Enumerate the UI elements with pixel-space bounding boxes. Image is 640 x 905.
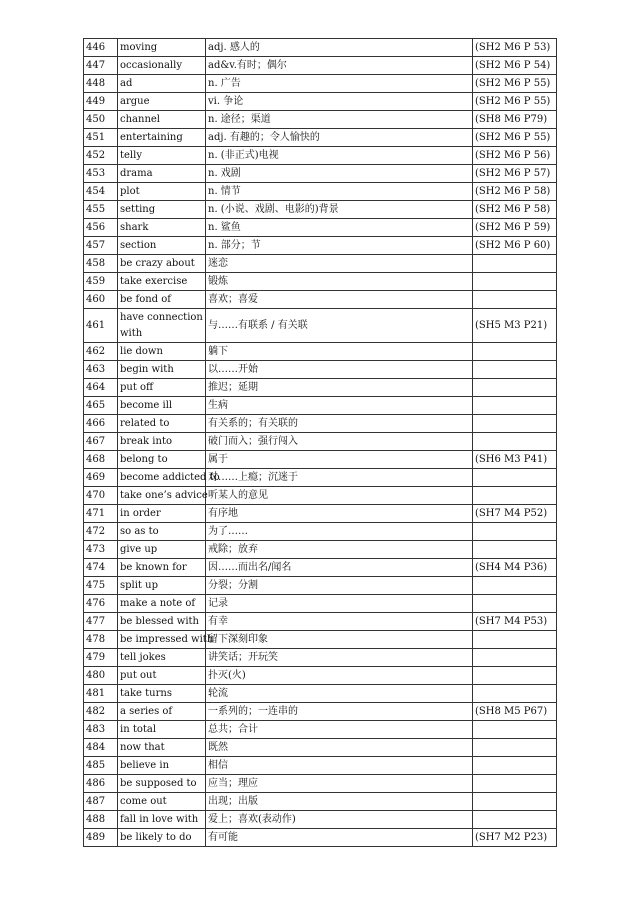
- table-row: [84, 469, 557, 487]
- textbook-reference-cell: (SH7 M4 P53): [473, 613, 557, 631]
- row-number-cell: 486: [84, 775, 118, 793]
- table-row: [84, 649, 557, 667]
- textbook-reference-cell: [473, 595, 557, 613]
- row-number-cell: 488: [84, 811, 118, 829]
- row-number-cell: 463: [84, 361, 118, 379]
- english-term-cell: be crazy about: [118, 255, 206, 273]
- table-row: [84, 57, 557, 75]
- english-term-cell: give up: [118, 541, 206, 559]
- row-number-cell: 451: [84, 129, 118, 147]
- table-row: [84, 255, 557, 273]
- table-row: [84, 165, 557, 183]
- table-row: [84, 703, 557, 721]
- table-row: [84, 739, 557, 757]
- table-row: [84, 433, 557, 451]
- english-term-cell: belong to: [118, 451, 206, 469]
- textbook-reference-cell: (SH2 M6 P 55): [473, 75, 557, 93]
- chinese-meaning-cell: 因……而出名/闻名: [206, 559, 473, 577]
- textbook-reference-cell: (SH2 M6 P 57): [473, 165, 557, 183]
- table-row: [84, 505, 557, 523]
- english-term-cell: be fond of: [118, 291, 206, 309]
- chinese-meaning-cell: n. (小说、戏剧、电影的)背景: [206, 201, 473, 219]
- chinese-meaning-cell: 戒除；放弃: [206, 541, 473, 559]
- textbook-reference-cell: [473, 469, 557, 487]
- table-row: [84, 111, 557, 129]
- chinese-meaning-cell: 迷恋: [206, 255, 473, 273]
- row-number-cell: 450: [84, 111, 118, 129]
- english-term-cell: telly: [118, 147, 206, 165]
- row-number-cell: 448: [84, 75, 118, 93]
- english-term-cell: drama: [118, 165, 206, 183]
- chinese-meaning-cell: adj. 感人的: [206, 39, 473, 57]
- chinese-meaning-cell: n. 鲨鱼: [206, 219, 473, 237]
- row-number-cell: 455: [84, 201, 118, 219]
- table-row: [84, 129, 557, 147]
- english-term-cell: become ill: [118, 397, 206, 415]
- row-number-cell: 457: [84, 237, 118, 255]
- english-term-cell: be likely to do: [118, 829, 206, 847]
- table-row: [84, 811, 557, 829]
- textbook-reference-cell: [473, 793, 557, 811]
- english-term-cell: believe in: [118, 757, 206, 775]
- english-term-cell: put out: [118, 667, 206, 685]
- english-term-cell: now that: [118, 739, 206, 757]
- english-term-cell: moving: [118, 39, 206, 57]
- textbook-reference-cell: (SH4 M4 P36): [473, 559, 557, 577]
- english-term-cell: setting: [118, 201, 206, 219]
- english-term-cell: related to: [118, 415, 206, 433]
- table-row: [84, 451, 557, 469]
- row-number-cell: 475: [84, 577, 118, 595]
- row-number-cell: 485: [84, 757, 118, 775]
- chinese-meaning-cell: 分裂；分割: [206, 577, 473, 595]
- english-term-cell: take one’s advice: [118, 487, 206, 505]
- row-number-cell: 476: [84, 595, 118, 613]
- chinese-meaning-cell: n. 戏剧: [206, 165, 473, 183]
- table-row: [84, 291, 557, 309]
- textbook-reference-cell: [473, 577, 557, 595]
- chinese-meaning-cell: 轮流: [206, 685, 473, 703]
- chinese-meaning-cell: n. 广告: [206, 75, 473, 93]
- textbook-reference-cell: [473, 739, 557, 757]
- table-row: [84, 273, 557, 291]
- textbook-reference-cell: [473, 291, 557, 309]
- chinese-meaning-cell: 应当；理应: [206, 775, 473, 793]
- textbook-reference-cell: [473, 685, 557, 703]
- chinese-meaning-cell: ad&v.有时；偶尔: [206, 57, 473, 75]
- english-term-cell: take turns: [118, 685, 206, 703]
- textbook-reference-cell: [473, 811, 557, 829]
- row-number-cell: 456: [84, 219, 118, 237]
- row-number-cell: 474: [84, 559, 118, 577]
- chinese-meaning-cell: 喜欢；喜爱: [206, 291, 473, 309]
- row-number-cell: 470: [84, 487, 118, 505]
- row-number-cell: 468: [84, 451, 118, 469]
- textbook-reference-cell: [473, 255, 557, 273]
- row-number-cell: 462: [84, 343, 118, 361]
- chinese-meaning-cell: 总共；合计: [206, 721, 473, 739]
- row-number-cell: 467: [84, 433, 118, 451]
- textbook-reference-cell: [473, 775, 557, 793]
- english-term-cell: take exercise: [118, 273, 206, 291]
- chinese-meaning-cell: 有序地: [206, 505, 473, 523]
- table-row: [84, 147, 557, 165]
- table-row: [84, 613, 557, 631]
- english-term-cell: make a note of: [118, 595, 206, 613]
- row-number-cell: 473: [84, 541, 118, 559]
- english-term-cell: split up: [118, 577, 206, 595]
- textbook-reference-cell: (SH7 M2 P23): [473, 829, 557, 847]
- row-number-cell: 447: [84, 57, 118, 75]
- textbook-reference-cell: (SH2 M6 P 60): [473, 237, 557, 255]
- chinese-meaning-cell: n. 情节: [206, 183, 473, 201]
- textbook-reference-cell: [473, 631, 557, 649]
- english-term-cell: be known for: [118, 559, 206, 577]
- english-term-cell: so as to: [118, 523, 206, 541]
- table-row: [84, 685, 557, 703]
- textbook-reference-cell: [473, 757, 557, 775]
- table-row: [84, 361, 557, 379]
- english-term-cell: break into: [118, 433, 206, 451]
- english-term-cell: have connection with: [118, 309, 206, 343]
- row-number-cell: 446: [84, 39, 118, 57]
- english-term-cell: entertaining: [118, 129, 206, 147]
- textbook-reference-cell: [473, 343, 557, 361]
- row-number-cell: 469: [84, 469, 118, 487]
- table-row: [84, 631, 557, 649]
- row-number-cell: 472: [84, 523, 118, 541]
- row-number-cell: 482: [84, 703, 118, 721]
- chinese-meaning-cell: 对……上瘾；沉迷于: [206, 469, 473, 487]
- row-number-cell: 479: [84, 649, 118, 667]
- english-term-cell: be blessed with: [118, 613, 206, 631]
- english-term-cell: begin with: [118, 361, 206, 379]
- chinese-meaning-cell: 留下深刻印象: [206, 631, 473, 649]
- textbook-reference-cell: (SH8 M5 P67): [473, 703, 557, 721]
- row-number-cell: 471: [84, 505, 118, 523]
- english-term-cell: argue: [118, 93, 206, 111]
- english-term-cell: fall in love with: [118, 811, 206, 829]
- english-term-cell: come out: [118, 793, 206, 811]
- textbook-reference-cell: [473, 667, 557, 685]
- chinese-meaning-cell: 出现；出版: [206, 793, 473, 811]
- row-number-cell: 483: [84, 721, 118, 739]
- table-row: [84, 793, 557, 811]
- table-row: [84, 541, 557, 559]
- textbook-reference-cell: (SH2 M6 P 53): [473, 39, 557, 57]
- row-number-cell: 452: [84, 147, 118, 165]
- row-number-cell: 464: [84, 379, 118, 397]
- table-row: [84, 487, 557, 505]
- english-term-cell: put off: [118, 379, 206, 397]
- chinese-meaning-cell: vi. 争论: [206, 93, 473, 111]
- chinese-meaning-cell: 有关系的；有关联的: [206, 415, 473, 433]
- english-term-cell: section: [118, 237, 206, 255]
- table-row: [84, 75, 557, 93]
- textbook-reference-cell: [473, 273, 557, 291]
- textbook-reference-cell: [473, 487, 557, 505]
- chinese-meaning-cell: 有幸: [206, 613, 473, 631]
- chinese-meaning-cell: 相信: [206, 757, 473, 775]
- english-term-cell: occasionally: [118, 57, 206, 75]
- table-row: [84, 721, 557, 739]
- row-number-cell: 454: [84, 183, 118, 201]
- textbook-reference-cell: [473, 397, 557, 415]
- chinese-meaning-cell: 既然: [206, 739, 473, 757]
- row-number-cell: 484: [84, 739, 118, 757]
- table-row: [84, 415, 557, 433]
- vocabulary-table: [83, 38, 557, 847]
- chinese-meaning-cell: n. (非正式)电视: [206, 147, 473, 165]
- textbook-reference-cell: [473, 721, 557, 739]
- chinese-meaning-cell: 属于: [206, 451, 473, 469]
- table-row: [84, 309, 557, 343]
- chinese-meaning-cell: adj. 有趣的；令人愉快的: [206, 129, 473, 147]
- row-number-cell: 453: [84, 165, 118, 183]
- chinese-meaning-cell: 以……开始: [206, 361, 473, 379]
- row-number-cell: 466: [84, 415, 118, 433]
- row-number-cell: 461: [84, 309, 118, 343]
- table-row: [84, 343, 557, 361]
- english-term-cell: a series of: [118, 703, 206, 721]
- row-number-cell: 480: [84, 667, 118, 685]
- chinese-meaning-cell: 有可能: [206, 829, 473, 847]
- chinese-meaning-cell: 讲笑话；开玩笑: [206, 649, 473, 667]
- row-number-cell: 459: [84, 273, 118, 291]
- row-number-cell: 487: [84, 793, 118, 811]
- chinese-meaning-cell: 锻炼: [206, 273, 473, 291]
- textbook-reference-cell: (SH6 M3 P41): [473, 451, 557, 469]
- chinese-meaning-cell: 破门而入；强行闯入: [206, 433, 473, 451]
- english-term-cell: channel: [118, 111, 206, 129]
- table-row: [84, 219, 557, 237]
- table-row: [84, 183, 557, 201]
- textbook-reference-cell: [473, 433, 557, 451]
- row-number-cell: 477: [84, 613, 118, 631]
- textbook-reference-cell: [473, 523, 557, 541]
- textbook-reference-cell: (SH2 M6 P 58): [473, 201, 557, 219]
- row-number-cell: 478: [84, 631, 118, 649]
- english-term-cell: become addicted to: [118, 469, 206, 487]
- chinese-meaning-cell: 躺下: [206, 343, 473, 361]
- textbook-reference-cell: (SH2 M6 P 59): [473, 219, 557, 237]
- textbook-reference-cell: (SH2 M6 P 58): [473, 183, 557, 201]
- chinese-meaning-cell: 扑灭(火): [206, 667, 473, 685]
- english-term-cell: shark: [118, 219, 206, 237]
- english-term-cell: plot: [118, 183, 206, 201]
- english-term-cell: in order: [118, 505, 206, 523]
- textbook-reference-cell: (SH7 M4 P52): [473, 505, 557, 523]
- textbook-reference-cell: [473, 379, 557, 397]
- row-number-cell: 481: [84, 685, 118, 703]
- textbook-reference-cell: (SH8 M6 P79): [473, 111, 557, 129]
- table-row: [84, 93, 557, 111]
- table-row: [84, 523, 557, 541]
- row-number-cell: 460: [84, 291, 118, 309]
- table-row: [84, 397, 557, 415]
- chinese-meaning-cell: 听某人的意见: [206, 487, 473, 505]
- english-term-cell: be supposed to: [118, 775, 206, 793]
- table-row: [84, 237, 557, 255]
- table-row: [84, 577, 557, 595]
- english-term-cell: in total: [118, 721, 206, 739]
- textbook-reference-cell: (SH2 M6 P 55): [473, 129, 557, 147]
- textbook-reference-cell: (SH5 M3 P21): [473, 309, 557, 343]
- english-term-cell: be impressed with: [118, 631, 206, 649]
- textbook-reference-cell: [473, 361, 557, 379]
- textbook-reference-cell: [473, 649, 557, 667]
- row-number-cell: 465: [84, 397, 118, 415]
- english-term-cell: tell jokes: [118, 649, 206, 667]
- english-term-cell: lie down: [118, 343, 206, 361]
- chinese-meaning-cell: 推迟；延期: [206, 379, 473, 397]
- english-term-cell: ad: [118, 75, 206, 93]
- table-row: [84, 757, 557, 775]
- table-row: [84, 775, 557, 793]
- vocabulary-table-body: [84, 39, 557, 847]
- row-number-cell: 449: [84, 93, 118, 111]
- textbook-reference-cell: [473, 415, 557, 433]
- textbook-reference-cell: [473, 541, 557, 559]
- table-row: [84, 379, 557, 397]
- textbook-reference-cell: (SH2 M6 P 55): [473, 93, 557, 111]
- table-row: [84, 559, 557, 577]
- textbook-reference-cell: (SH2 M6 P 56): [473, 147, 557, 165]
- row-number-cell: 458: [84, 255, 118, 273]
- table-row: [84, 39, 557, 57]
- table-row: [84, 829, 557, 847]
- row-number-cell: 489: [84, 829, 118, 847]
- table-row: [84, 595, 557, 613]
- chinese-meaning-cell: 生病: [206, 397, 473, 415]
- chinese-meaning-cell: 一系列的；一连串的: [206, 703, 473, 721]
- chinese-meaning-cell: 为了……: [206, 523, 473, 541]
- chinese-meaning-cell: 与……有联系 / 有关联: [206, 309, 473, 343]
- chinese-meaning-cell: 记录: [206, 595, 473, 613]
- table-row: [84, 201, 557, 219]
- table-row: [84, 667, 557, 685]
- textbook-reference-cell: (SH2 M6 P 54): [473, 57, 557, 75]
- chinese-meaning-cell: n. 部分；节: [206, 237, 473, 255]
- chinese-meaning-cell: 爱上；喜欢(表动作): [206, 811, 473, 829]
- chinese-meaning-cell: n. 途径；渠道: [206, 111, 473, 129]
